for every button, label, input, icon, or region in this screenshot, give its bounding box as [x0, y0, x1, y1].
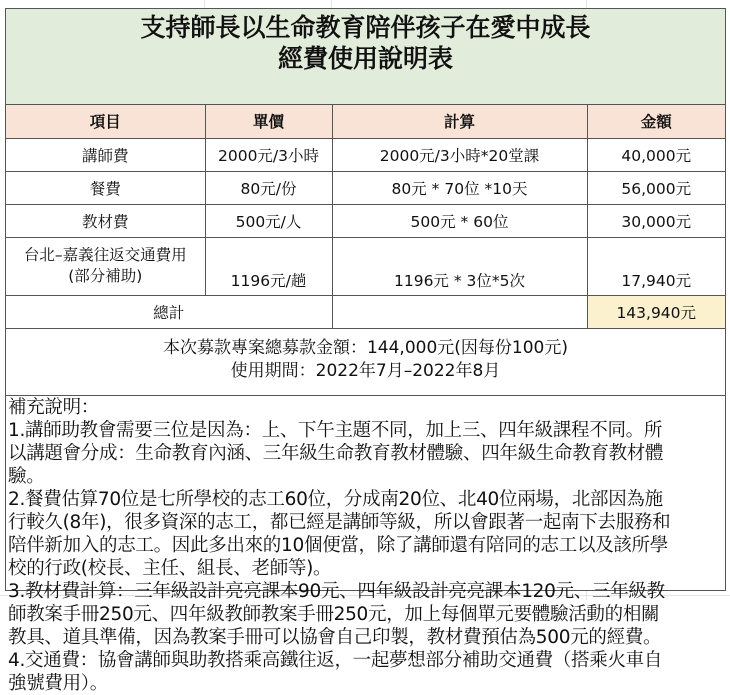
funding-info	[6, 329, 725, 396]
cell-amount[interactable]: 40,000元	[587, 138, 725, 171]
note-line: 校的行政(校長、主任、組長、老師等)。	[8, 557, 332, 579]
note-line: 教具、道具準備，因為教案手冊可以協會自己印製，教材費預估為500元的經費。	[8, 626, 662, 648]
note-line: 2.餐費估算70位是七所學校的志工60位，分成南20位、北40位兩場，北部因為施	[8, 488, 663, 510]
cell-amount[interactable]: 30,000元	[587, 204, 725, 237]
cell-unit[interactable]: 1196元/趟	[205, 237, 332, 295]
cell-calc[interactable]: 2000元/3小時*20堂課	[332, 138, 587, 171]
budget-sheet	[5, 8, 726, 694]
note-line: 驗。	[8, 465, 45, 487]
note-line: 1.講師助教會需要三位是因為：上、下午主題不同，加上三、四年級課程不同。所	[8, 419, 663, 441]
cell-unit[interactable]: 2000元/3小時	[205, 138, 332, 171]
title-line-1: 支持師長以生命教育陪伴孩子在愛中成長	[140, 13, 591, 42]
note-line: 強號費用）。	[8, 672, 108, 694]
note-line: 4.交通費：協會講師與助教搭乘高鐵往返，一起夢想部分補助交通費（搭乘火車自	[8, 649, 663, 671]
sheet-title	[6, 9, 725, 105]
cell-item[interactable]	[6, 237, 205, 295]
note-line: 補充說明：	[8, 396, 100, 418]
cell-unit[interactable]: 80元/份	[205, 171, 332, 204]
table-row	[6, 237, 725, 295]
note-line: 行較久(8年)，很多資深的志工，都已經是講師等級，所以會跟著一起南下去服務和	[8, 511, 671, 533]
usage-period: 使用期間：2022年7月–2022年8月	[230, 360, 501, 381]
header-item: 項目	[6, 105, 205, 138]
table-row	[6, 204, 725, 237]
item-line-1: 台北–嘉義往返交通費用	[23, 246, 187, 264]
table-header	[6, 105, 725, 138]
table-row	[6, 138, 725, 171]
supplementary-notes	[6, 396, 725, 695]
cell-item[interactable]: 餐費	[6, 171, 205, 204]
total-label[interactable]: 總計	[6, 295, 332, 328]
item-line-2: (部分補助)	[68, 267, 143, 285]
note-line: 陪伴新加入的志工。因此多出來的10個便當，除了講師還有陪同的志工以及該所學	[8, 534, 668, 556]
header-amount: 金額	[587, 105, 725, 138]
budget-table	[6, 105, 725, 329]
cell-item[interactable]: 講師費	[6, 138, 205, 171]
cell-item[interactable]: 教材費	[6, 204, 205, 237]
cell-calc[interactable]: 1196元 * 3位*5次	[332, 237, 587, 295]
total-row	[6, 295, 725, 328]
header-calc: 計算	[332, 105, 587, 138]
cell-calc[interactable]: 80元 * 70位 *10天	[332, 171, 587, 204]
cell-calc[interactable]: 500元 * 60位	[332, 204, 587, 237]
cell-amount[interactable]: 56,000元	[587, 171, 725, 204]
header-unit: 單價	[205, 105, 332, 138]
note-line: 以講題會分成：生命教育內涵、三年級生命教育教材體驗、四年級生命教育教材體	[8, 442, 664, 464]
table-row	[6, 171, 725, 204]
cell-amount[interactable]: 17,940元	[587, 237, 725, 295]
cell-unit[interactable]: 500元/人	[205, 204, 332, 237]
total-amount[interactable]: 143,940元	[587, 295, 725, 328]
note-line: 3.教材費計算：三年級設計亮亮課本90元、四年級設計亮亮課本120元、三年級教	[8, 580, 665, 602]
total-empty-cell[interactable]	[332, 295, 587, 328]
note-line: 師教案手冊250元、四年級教師教案手冊250元，加上每個單元要體驗活動的相關	[8, 603, 660, 625]
title-line-2: 經費使用說明表	[277, 44, 453, 73]
funding-total: 本次募款專案總募款金額：144,000元(因每份100元)	[162, 337, 568, 358]
